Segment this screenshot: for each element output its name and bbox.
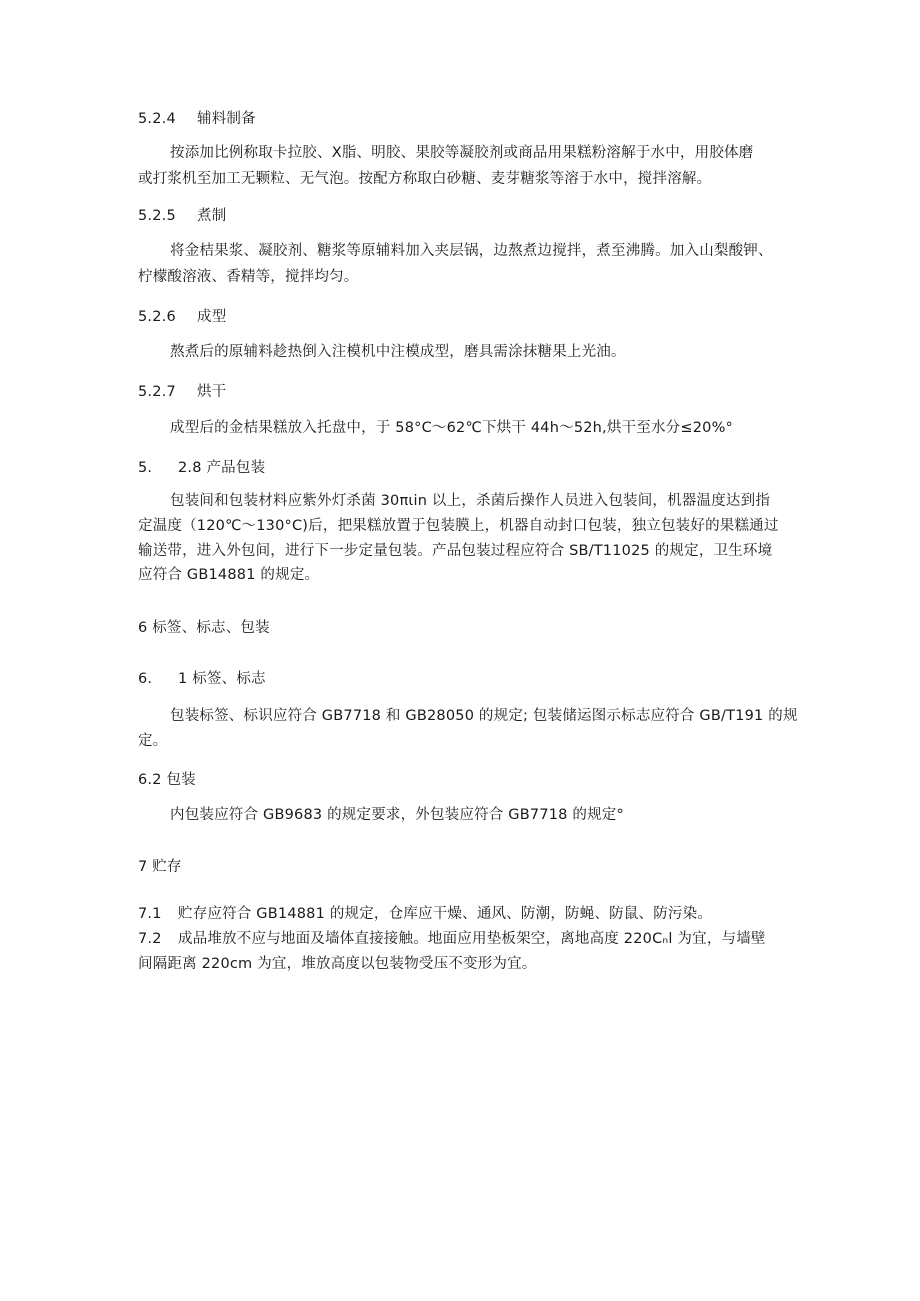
paragraph-line: 定温度（120℃～130°C)后，把果糕放置于包装膜上，机器自动封口包装，独立包装好的果糕通过 [138,518,779,534]
paragraph-line: 柠檬酸溶液、香精等，搅拌均匀。 [138,269,359,285]
section-heading-5-2-4 [138,108,256,130]
paragraph-line: 输送带，进入外包间，进行下一步定量包装。产品包装过程应符合 SB/T11025 的规定，卫生环境 [138,543,773,559]
paragraph-line: 包装标签、标识应符合 GB7718 和 GB28050 的规定; 包装储运图示标志应符合 GB/T191 的规 [170,708,798,724]
section-title: 2.8 产品包装 [178,460,266,476]
section-number: 5.2.6 [138,309,176,325]
section-number: 5.2.7 [138,384,176,400]
clause-7-2 [138,928,766,950]
paragraph-line: 包装间和包装材料应紫外灯杀菌 30πιin 以上，杀菌后操作人员进入包装间，机器温度达到指 [170,493,771,509]
section-number: 5. [138,460,153,476]
chapter-heading-7: 7 贮存 [138,859,182,875]
clause-number: 7.1 [138,906,162,922]
section-number: 5.2.5 [138,208,176,224]
paragraph-line: 应符合 GB14881 的规定。 [138,567,320,583]
chapter-heading-6: 6 标签、标志、包装 [138,620,270,636]
section-heading-6-2: 6.2 包装 [138,772,196,788]
section-number: 5.2.4 [138,111,176,127]
paragraph-line: 定。 [138,733,168,749]
section-title: 1 标签、标志 [178,671,266,687]
section-heading-5-2-5 [138,205,226,227]
clause-number: 7.2 [138,931,162,947]
clause-text: 成品堆放不应与地面及墙体直接接触。地面应用垫板架空，离地高度 220Cₙl 为宜，与墙壁 [178,931,766,947]
paragraph-line: 内包装应符合 GB9683 的规定要求，外包装应符合 GB7718 的规定° [170,807,624,823]
section-title: 煮制 [197,208,227,224]
section-title: 辅料制备 [197,111,256,127]
section-heading-5-2-8 [138,457,265,479]
section-title: 成型 [197,309,227,325]
section-number: 6. [138,671,153,687]
section-title: 烘干 [197,384,227,400]
section-heading-5-2-6 [138,306,226,328]
paragraph-line: 熬煮后的原辅料趁热倒入注模机中注模成型，磨具需涂抹糖果上光油。 [170,344,626,360]
paragraph-line: 间隔距离 220cm 为宜，堆放高度以包装物受压不变形为宜。 [138,956,537,972]
paragraph-line: 按添加比例称取卡拉胶、X脂、明胶、果胶等凝胶剂或商品用果糕粉溶解于水中，用胶体磨 [170,145,754,161]
section-heading-5-2-7 [138,381,226,403]
paragraph-line: 将金桔果浆、凝胶剂、糖浆等原辅料加入夹层锅，边熬煮边搅拌，煮至沸腾。加入山梨酸钾、 [170,243,773,259]
clause-text: 贮存应符合 GB14881 的规定，仓库应干燥、通风、防潮，防蝇、防鼠、防污染。 [178,906,713,922]
clause-7-1 [138,903,712,925]
section-heading-6-1 [138,668,266,690]
paragraph-line: 成型后的金桔果糕放入托盘中，于 58°C～62℃下烘干 44h～52h,烘干至水分≤20%° [170,420,733,436]
paragraph-line: 或打浆机至加工无颗粒、无气泡。按配方称取白砂糖、麦芽糖浆等溶于水中，搅拌溶解。 [138,171,712,187]
